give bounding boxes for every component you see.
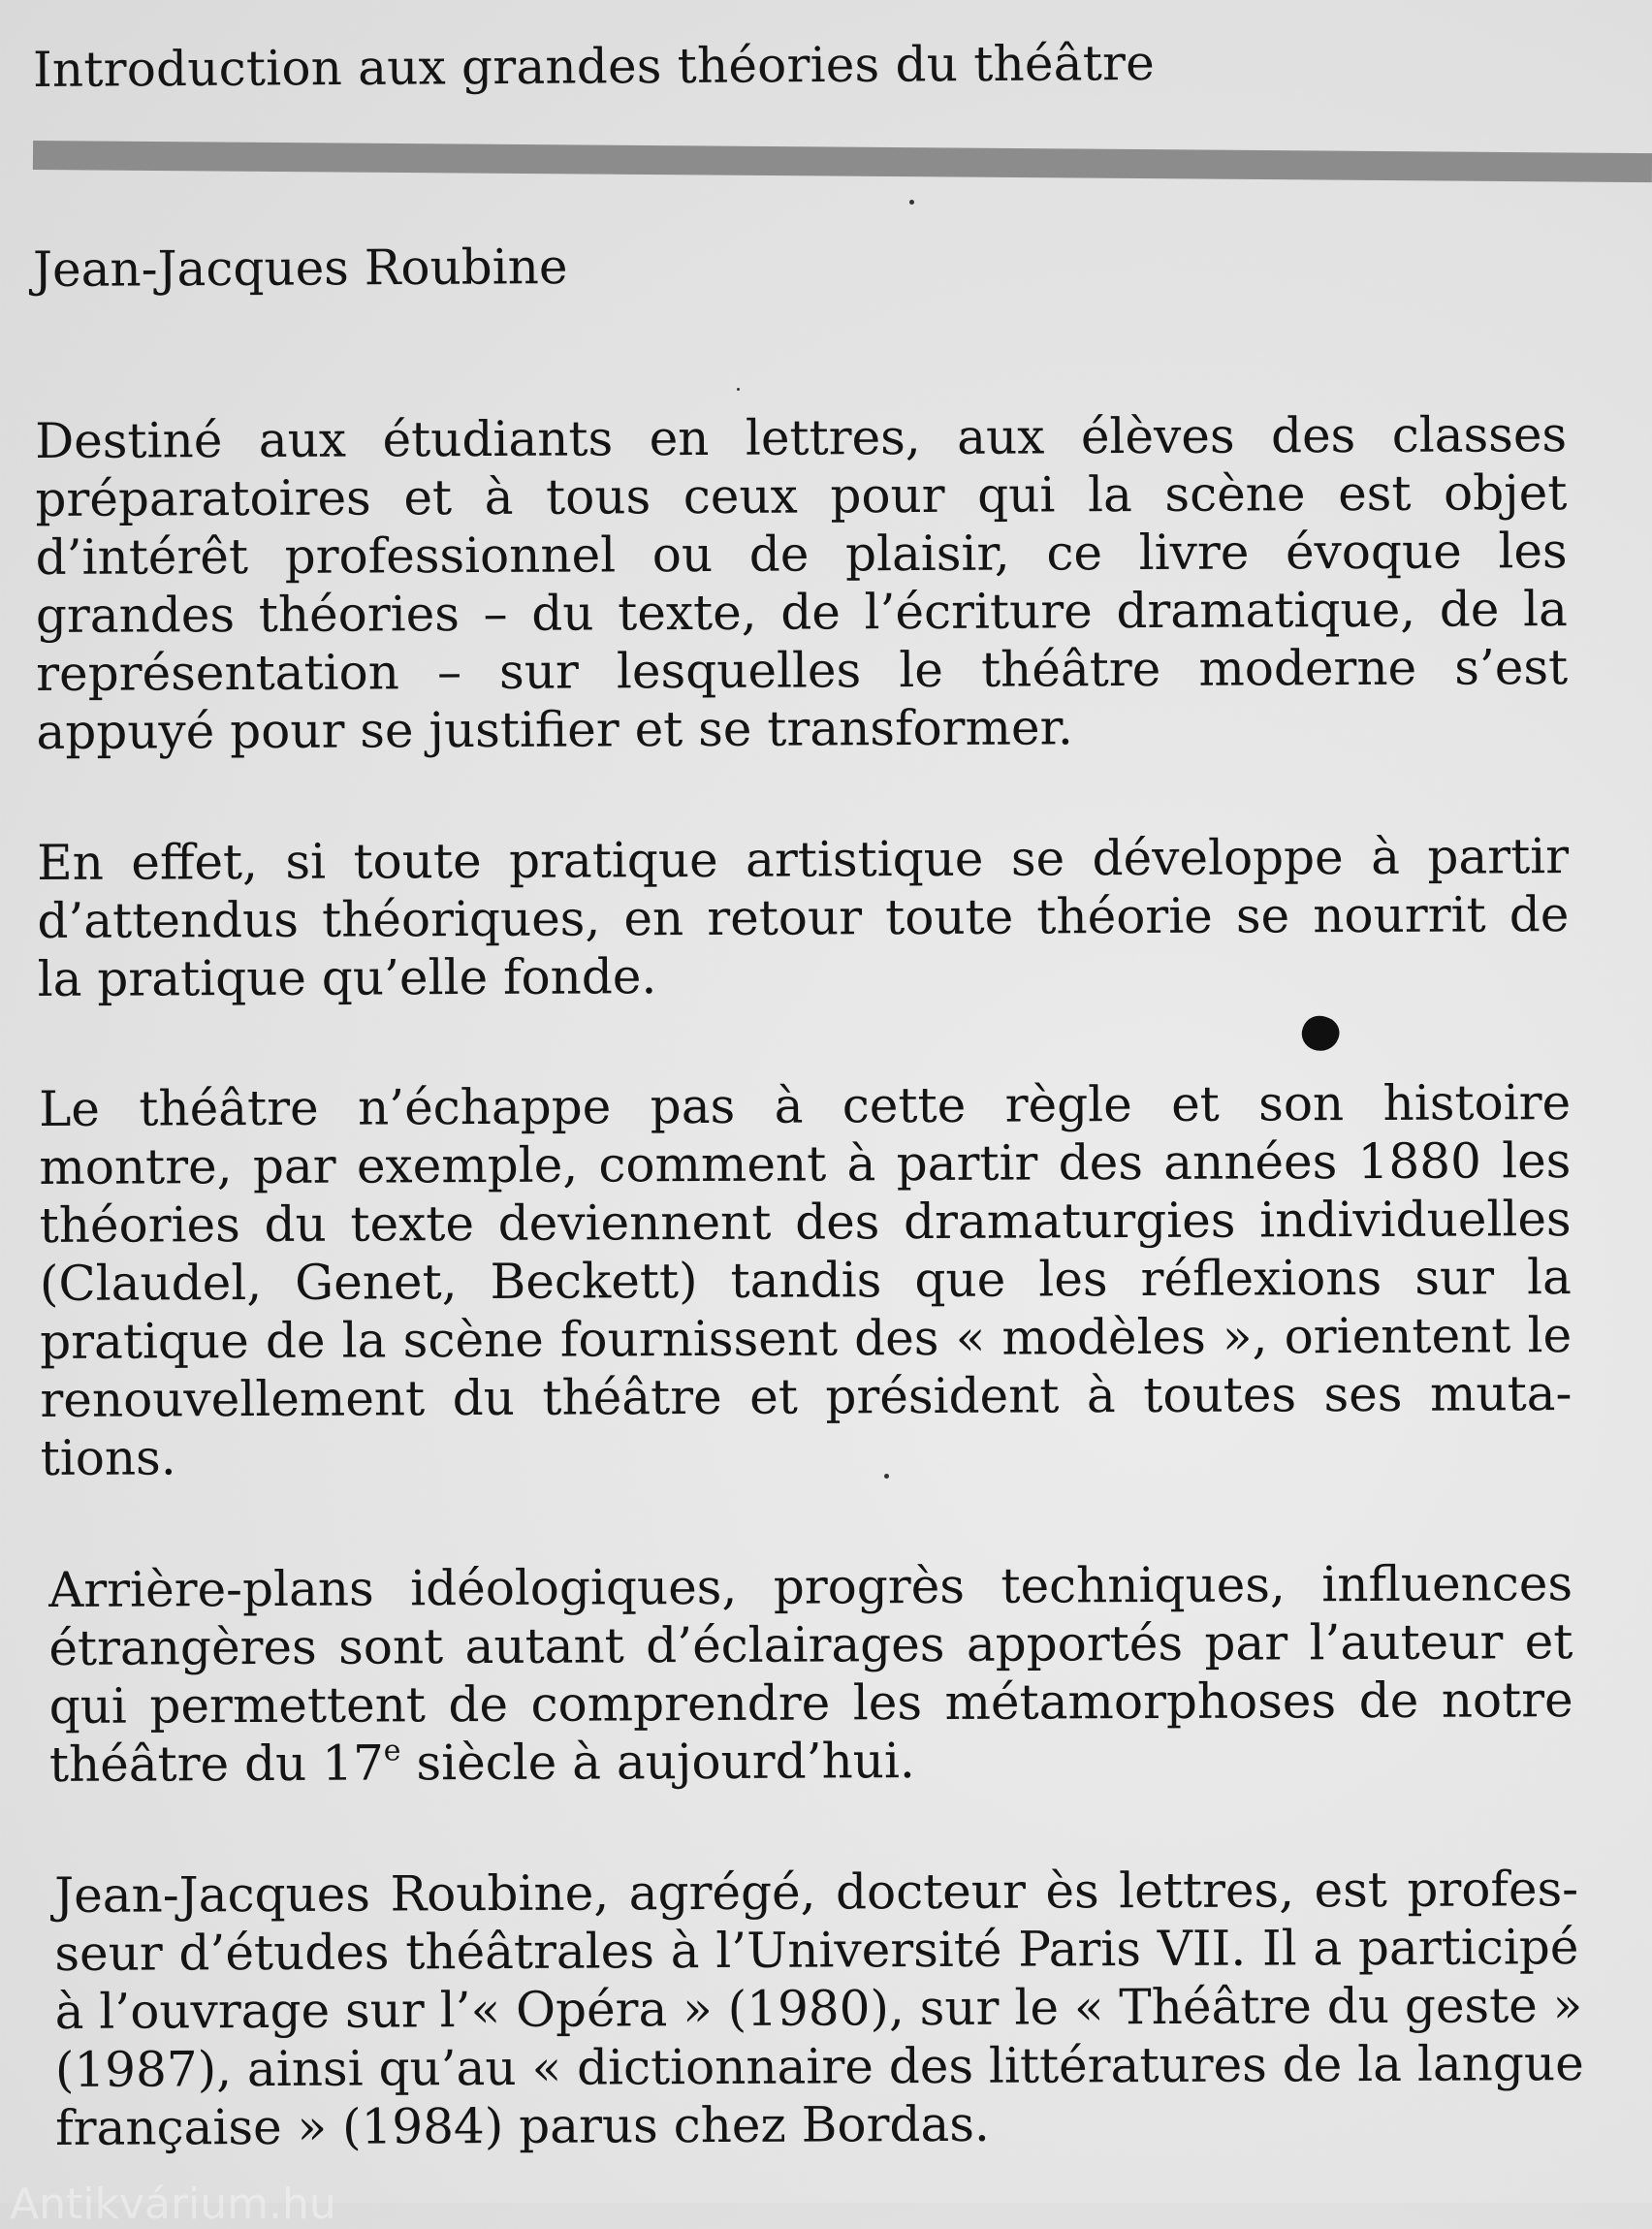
paragraph-intro bbox=[35, 405, 1569, 761]
text-line: à l’ouvrage sur l’« Opéra » (1980), sur le « Théâtre du geste » bbox=[54, 1977, 1583, 2040]
paragraph-theory-practice bbox=[37, 827, 1570, 1008]
text-line: d’intérêt professionnel ou de plaisir, ce livre évoque les bbox=[35, 523, 1568, 586]
paragraph-influences bbox=[48, 1554, 1573, 1794]
text-line: Destiné aux étudiants en lettres, aux élèves des classes bbox=[35, 406, 1568, 469]
header-rule bbox=[33, 141, 1652, 182]
author-name: Jean-Jacques Roubine bbox=[32, 239, 568, 298]
paragraph-history bbox=[39, 1073, 1573, 1487]
text-fragment: siècle à aujourd’hui. bbox=[400, 1733, 915, 1792]
paragraph-author-bio bbox=[54, 1860, 1584, 2157]
speck bbox=[737, 388, 740, 391]
text-line: seur d’études théâtrales à l’Université Paris VII. Il a participé bbox=[54, 1919, 1579, 1982]
text-fragment: théâtre du 17 bbox=[48, 1735, 384, 1793]
text-line: représentation – sur lesquelles le théâtre moderne s’est bbox=[36, 639, 1569, 702]
text-line: En effet, si toute pratique artistique se développe à partir bbox=[37, 828, 1570, 891]
text-line: pratique de la scène fournissent des « modèles », orientent le bbox=[40, 1307, 1573, 1370]
series-title: Introduction aux grandes théories du théâtre bbox=[32, 34, 1156, 98]
speck bbox=[909, 200, 914, 205]
text-line: (1987), ainsi qu’au « dictionnaire des littératures de la langue bbox=[54, 2035, 1584, 2098]
text-line: préparatoires et à tous ceux pour qui la scène est objet bbox=[35, 464, 1568, 527]
text-line: Jean-Jacques Roubine, agrégé, docteur ès lettres, est profes- bbox=[54, 1861, 1579, 1924]
text-line: qui permettent de comprendre les métamorphoses de notre bbox=[48, 1672, 1573, 1735]
text-line: montre, par exemple, comment à partir des années 1880 les bbox=[39, 1132, 1572, 1195]
text-line: renouvellement du théâtre et président à toutes ses muta- bbox=[40, 1365, 1573, 1428]
text-line bbox=[49, 1729, 1573, 1794]
text-line: Arrière-plans idéologiques, progrès techniques, influences bbox=[48, 1555, 1573, 1618]
text-line: appuyé pour se justifier et se transformer. bbox=[36, 699, 1073, 760]
text-line: Le théâtre n’échappe pas à cette règle et son histoire bbox=[39, 1074, 1572, 1137]
text-line: la pratique qu’elle fonde. bbox=[37, 948, 657, 1007]
text-line: théories du texte deviennent des dramaturgies individuelles bbox=[39, 1191, 1572, 1254]
text-line: française » (1984) parus chez Bordas. bbox=[55, 2095, 990, 2156]
text-line: tions. bbox=[40, 1429, 176, 1486]
text-line: (Claudel, Genet, Beckett) tandis que les réflexions sur la bbox=[39, 1249, 1573, 1312]
text-line: étrangères sont autant d’éclairages apportés par l’auteur et bbox=[48, 1613, 1573, 1676]
superscript: e bbox=[383, 1734, 401, 1768]
ink-blot bbox=[1297, 1011, 1344, 1057]
text-line: d’attendus théoriques, en retour toute théorie se nourrit de bbox=[37, 886, 1570, 949]
text-line: grandes théories – du texte, de l’écriture dramatique, de la bbox=[35, 581, 1569, 644]
watermark: Antikvárium.hu bbox=[10, 2180, 336, 2229]
